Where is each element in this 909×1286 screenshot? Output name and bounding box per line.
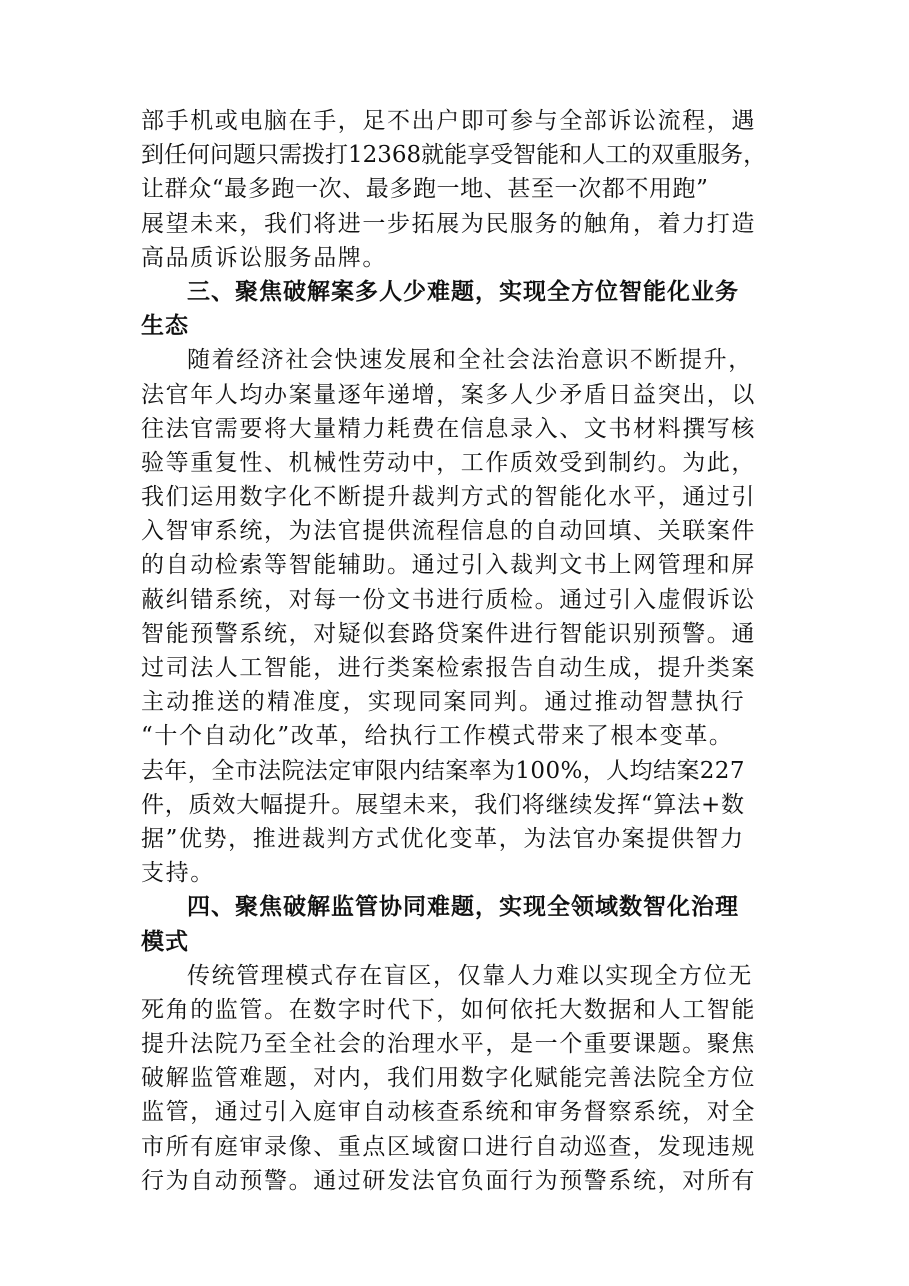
paragraph-start: 传统管理模式存在盲区，仅靠人力难以实现全方位无 [187,962,753,989]
section-heading-3-continued: 生态 [141,313,189,340]
text-line: 展望未来，我们将进一步拓展为民服务的触角，着力打造 [141,210,756,237]
text-line: 去年，全市法院法定审限内结案率为100%，人均结案227 [141,757,745,784]
text-line: 支持。 [141,860,215,887]
document-body [141,104,773,1198]
text-line: 监管，通过引入庭审自动核查系统和审务督察系统，对全 [141,1099,756,1126]
text-line: “十个自动化”改革，给执行工作模式带来了根本变革。 [141,723,734,750]
text-line: 的自动检索等智能辅助。通过引入裁判文书上网管理和屏 [141,552,756,579]
text-line: 件，质效大幅提升。展望未来，我们将继续发挥“算法+数 [141,791,745,818]
text-line: 行为自动预警。通过研发法官负面行为预警系统，对所有 [141,1167,756,1194]
text-line: 部手机或电脑在手，足不出户即可参与全部诉讼流程，遇 [141,108,756,134]
text-line: 往法官需要将大量精力耗费在信息录入、文书材料撰写核 [141,415,756,442]
text-line: 据”优势，推进裁判方式优化变革，为法官办案提供智力 [141,825,745,852]
text-line: 蔽纠错系统，对每一份文书进行质检。通过引入虚假诉讼 [141,586,756,613]
section-heading-3: 三、聚焦破解案多人少难题，实现全方位智能化业务 [187,278,739,305]
text-line: 破解监管难题，对内，我们用数字化赋能完善法院全方位 [141,1065,756,1092]
text-line: 高品质诉讼服务品牌。 [141,244,387,271]
text-line: 我们运用数字化不断提升裁判方式的智能化水平，通过引 [141,484,756,511]
text-line: 法官年人均办案量逐年递增，案多人少矛盾日益突出，以 [141,381,756,408]
text-line: 死角的监管。在数字时代下，如何依托大数据和人工智能 [141,996,756,1023]
text-line: 过司法人工智能，进行类案检索报告自动生成，提升类案 [141,655,756,681]
text-line: 提升法院乃至全社会的治理水平，是一个重要课题。聚焦 [141,1031,756,1058]
text-line: 让群众“最多跑一次、最多跑一地、甚至一次都不用跑” [141,176,709,203]
section-heading-4-continued: 模式 [141,928,189,955]
text-line: 主动推送的精准度，实现同案同判。通过推动智慧执行 [141,689,746,716]
text-line: 入智审系统，为法官提供流程信息的自动回填、关联案件 [141,518,756,545]
text-line: 智能预警系统，对疑似套路贷案件进行智能识别预警。通 [141,620,756,647]
paragraph-start: 随着经济社会快速发展和全社会法治意识不断提升， [187,347,753,374]
section-heading-4: 四、聚焦破解监管协同难题，实现全领域数智化治理 [187,894,739,921]
text-line: 市所有庭审录像、重点区域窗口进行自动巡查，发现违规 [141,1133,756,1160]
text-line: 到任何问题只需拨打12368就能享受智能和人工的双重服务， [141,142,767,169]
text-line: 验等重复性、机械性劳动中，工作质效受到制约。为此， [141,449,756,476]
